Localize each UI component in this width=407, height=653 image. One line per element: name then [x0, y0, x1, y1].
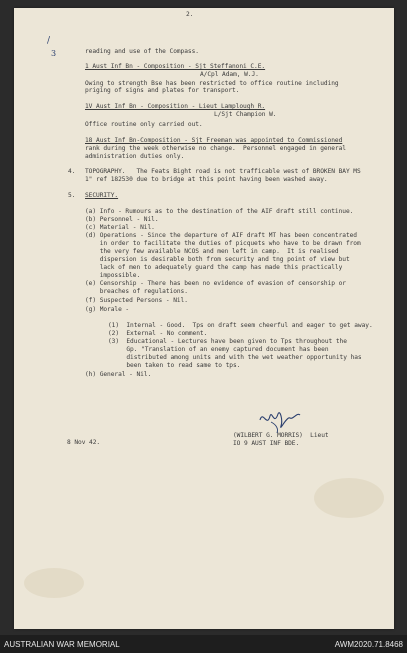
text-line: distributed among units and with the wet weather opportunity has	[108, 354, 362, 361]
security-item: (h) General - Nil.	[85, 371, 152, 378]
section-heading: SECURITY.	[85, 192, 119, 199]
text-line: in order to facilitate the duties of picquets who have to be drawn from	[85, 240, 361, 247]
security-item: (c) Material - Nil.	[85, 224, 155, 231]
text-line: rank during the week otherwise no change. Personnel engaged in general	[85, 145, 346, 152]
security-item: (d) Operations - Since the departure of AIF draft MT has been concentrated	[85, 232, 357, 239]
paper-stain	[24, 568, 84, 598]
document-page	[14, 8, 394, 629]
signatory-name: (WILBERT G. MORRIS) Lieut	[233, 432, 329, 439]
security-item: (e) Censorship - There has been no evidence of evasion of censorship or	[85, 280, 346, 287]
section-heading: 18 Aust Inf Bn-Composition - Sjt Freeman was appointed to Commissioned	[85, 137, 343, 144]
margin-mark: 3	[51, 49, 57, 58]
morale-item: (1) Internal - Good. Tps on draft seem cheerful and eager to get away.	[108, 322, 373, 329]
footer-accession-number: AWM2020.71.8468	[334, 640, 403, 649]
document-date: 8 Nov 42.	[67, 439, 101, 446]
text-line: impossible.	[85, 272, 141, 279]
text-line: priging of signs and plates for transport.	[85, 87, 240, 94]
text-line: the very few available NCOS and men left in camp. It is realised	[85, 248, 339, 255]
section-heading: 1 Aust Inf Bn - Composition - Sjt Steffanoni C.E.	[85, 63, 266, 70]
footer-institution: AUSTRALIAN WAR MEMORIAL	[4, 640, 120, 649]
text-line: been taken to read same to tps.	[108, 362, 241, 369]
text-line: L/Sjt Champion W.	[214, 111, 277, 118]
security-item: (f) Suspected Persons - Nil.	[85, 297, 188, 304]
signatory-unit: IO 9 AUST INF BDE.	[233, 440, 300, 447]
text-line: Office routine only carried out.	[85, 121, 203, 128]
text-line: breaches of regulations.	[85, 288, 188, 295]
paragraph-topography: TOPOGRAPHY. The Feats Bight road is not trafficable west of BROKEN BAY MS	[85, 168, 361, 175]
section-heading: 1V Aust Inf Bn - Composition - Lieut Lamplough R.	[85, 103, 266, 110]
security-item: (g) Morale -	[85, 306, 130, 313]
text-line: reading and use of the Compass.	[85, 48, 199, 55]
page-number: 2.	[186, 11, 194, 18]
text-line: A/Cpl Adam, W.J.	[200, 71, 259, 78]
handwritten-signature	[257, 406, 303, 434]
security-item: (b) Personnel - Nil.	[85, 216, 159, 223]
text-line: Owing to strength Bse has been restricted to office routine including	[85, 80, 339, 87]
text-line: lack of men to adequately guard the camp has made this practically	[85, 264, 343, 271]
text-line: Gp. "Translation of an enemy captured document has been	[108, 346, 329, 353]
morale-item: (3) Educational - Lectures have been given to Tps throughout the	[108, 338, 347, 345]
paragraph-number: 4.	[68, 168, 76, 175]
text-line: administration duties only.	[85, 153, 185, 160]
security-item: (a) Info - Rumours as to the destination of the AIF draft still continue.	[85, 208, 354, 215]
archive-footer	[0, 635, 407, 653]
text-line: dispersion is desirable both from security and tng point of view but	[85, 256, 350, 263]
text-line: 1" ref 182530 due to bridge at this point having been washed away.	[85, 176, 328, 183]
paper-stain	[314, 478, 384, 518]
paragraph-number: 5.	[68, 192, 76, 199]
margin-mark: /	[47, 36, 51, 46]
morale-item: (2) External - No comment.	[108, 330, 208, 337]
